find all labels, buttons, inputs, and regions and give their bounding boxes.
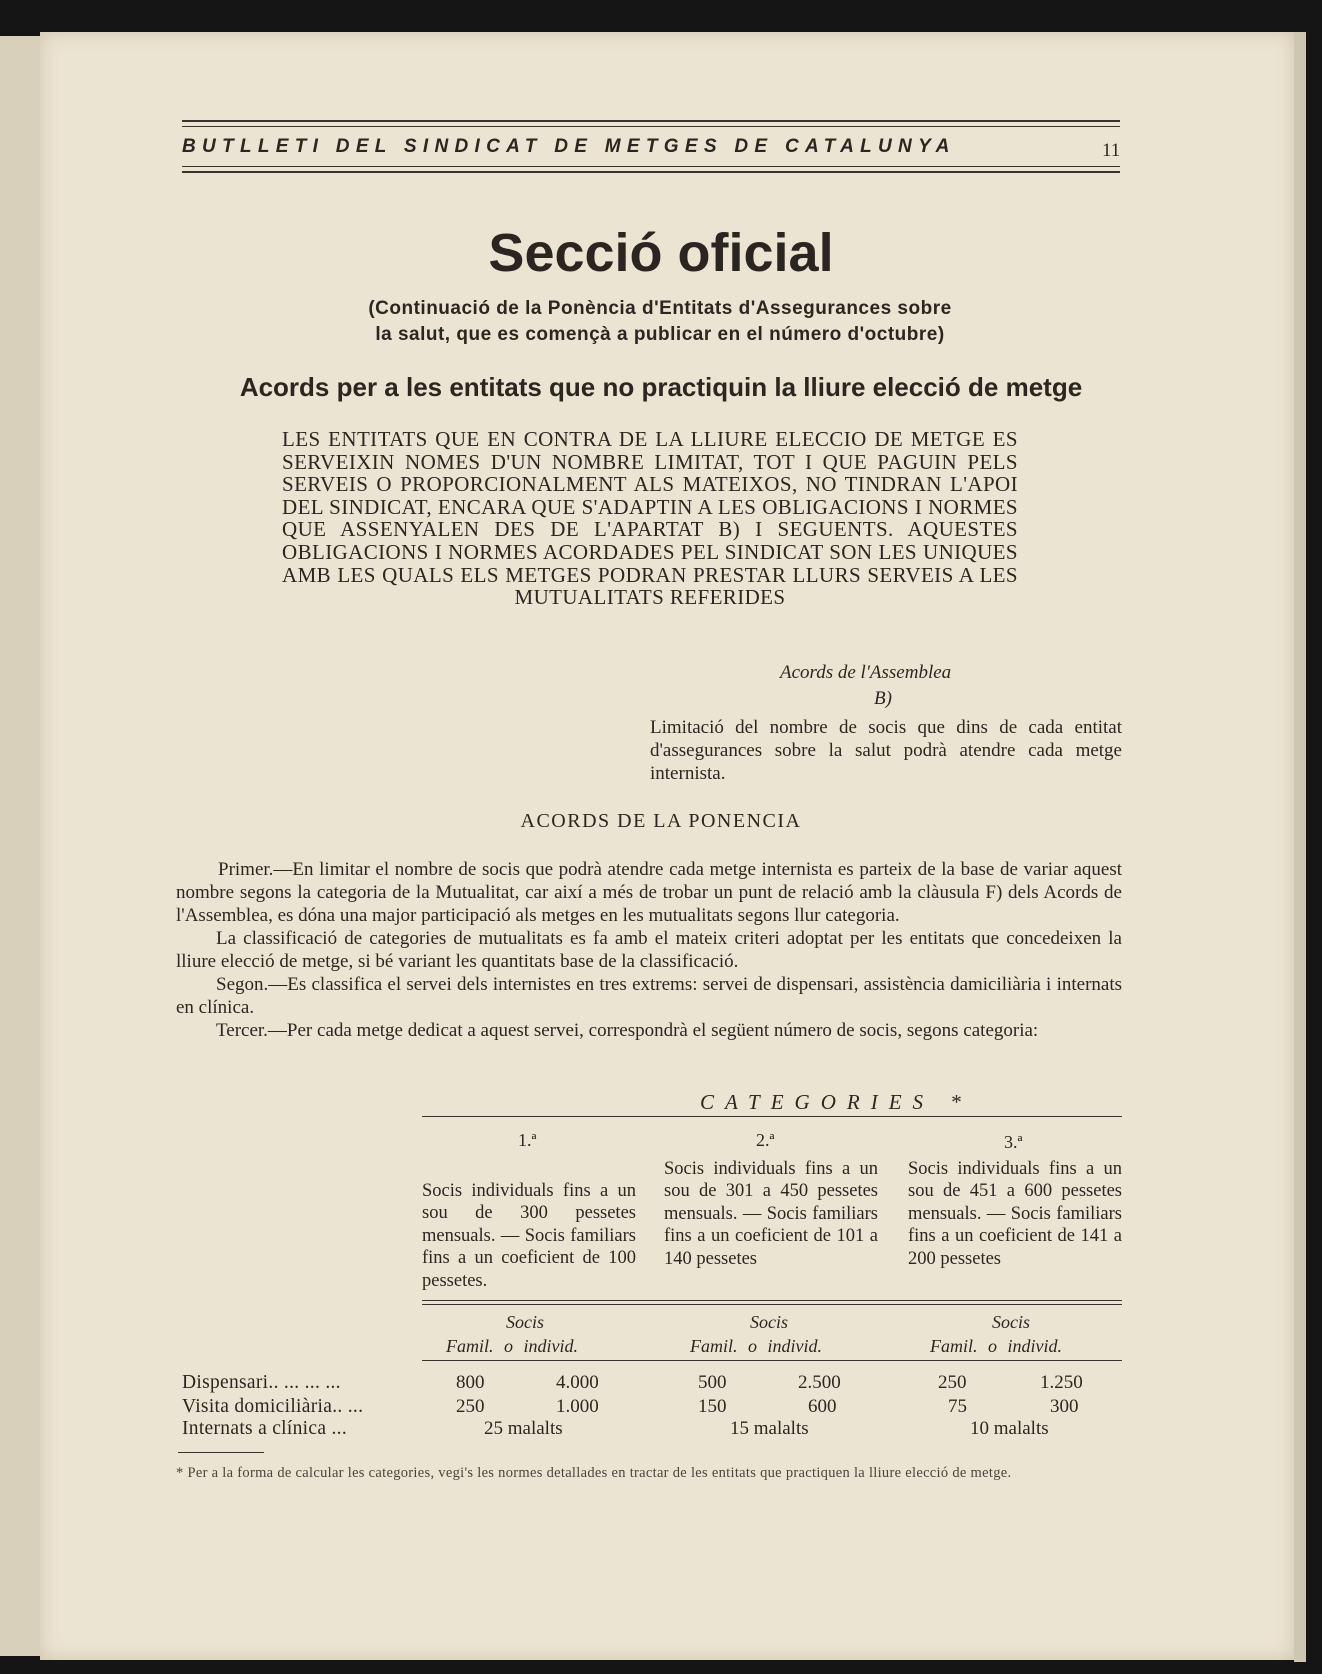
col-2-subheader	[690, 1336, 822, 1357]
cell-dispensari-cat1-famil: 800	[456, 1372, 485, 1393]
paragraph-classificacio: La classificació de categories de mutualitats es fa amb el mateix criteri adoptat per les entitats que concedeixen la lliure elecció de metge, si bé variant les quantitats base de la classificació.	[176, 928, 1122, 972]
col-3-individ: individ.	[1007, 1336, 1062, 1356]
col-3-o: o	[988, 1336, 997, 1356]
category-3-number: 3.ª	[1004, 1132, 1023, 1152]
col-2-socis: Socis	[750, 1312, 788, 1332]
cell-internats-cat2: 15 malalts	[730, 1418, 809, 1439]
cell-internats-cat1: 25 malalts	[484, 1418, 563, 1439]
row-label-internats: Internats a clínica ...	[182, 1418, 347, 1439]
page-number: 11	[1102, 140, 1121, 161]
assembly-text: Limitació del nombre de socis que dins de cada entitat d'assegurances sobre la salut podrà atendre cada metge internista.	[650, 717, 1122, 784]
cell-visita-cat2-famil: 150	[698, 1396, 727, 1417]
header-rule-top	[182, 120, 1120, 122]
cell-visita-cat1-famil: 250	[456, 1396, 485, 1417]
paragraph-primer: Primer.—En limitar el nombre de socis que podrà atendre cada metge internista es parteix de la base de variar aquest nombre segons la categoria de la Mutualitat, car així a més de trobar un punt de relació amb la clàusula F) dels Acords de l'Assemblea, es dóna una major participació als metges en les mutualitats segons llur categoria.	[176, 859, 1122, 926]
footnote-rule	[178, 1452, 264, 1453]
category-2-number: 2.ª	[756, 1130, 775, 1150]
subtitle-line-2: la salut, que es començà a publicar en el número d'octubre)	[375, 324, 945, 345]
subtitle-line-1: (Continuació de la Ponència d'Entitats d'Assegurances sobre	[368, 298, 952, 319]
assembly-letter: B)	[874, 688, 892, 709]
section-title: Secció oficial	[488, 223, 834, 283]
row-label-visita: Visita domiciliària.. ...	[182, 1396, 364, 1417]
table-rule-top	[422, 1116, 1122, 1117]
cell-dispensari-cat3-individ: 1.250	[1040, 1372, 1083, 1393]
cell-internats-cat3: 10 malalts	[970, 1418, 1049, 1439]
col-1-famil: Famil.	[446, 1336, 494, 1356]
cell-visita-cat3-famil: 75	[948, 1396, 967, 1417]
header-rule-bottom-thin	[182, 166, 1120, 167]
category-3-description: Socis individuals fins a un sou de 451 a 600 pessetes mensuals. — Socis familiars fins a un coeficient de 141 a 200 pessetes	[908, 1159, 1122, 1269]
paragraph-segon: Segon.—Es classifica el servei dels internistes en tres extrems: servei de dispensari, assistència damiciliària i internats en clínica.	[176, 974, 1122, 1018]
body-text	[176, 858, 1122, 1042]
category-1-description: Socis individuals fins a un sou de 300 pessetes mensuals. — Socis familiars fins a un coeficient de 100 pessetes.	[422, 1181, 636, 1291]
table-rule-header-bottom	[422, 1360, 1122, 1361]
col-2-individ: individ.	[767, 1336, 822, 1356]
paragraph-tercer: Tercer.—Per cada metge dedicat a aquest servei, correspondrà el següent número de socis, segons categoria:	[216, 1020, 1039, 1041]
cell-dispensari-cat3-famil: 250	[938, 1372, 967, 1393]
row-label-dispensari: Dispensari.. ... ... ...	[182, 1372, 341, 1393]
header-rule-top-thin	[182, 126, 1120, 127]
cell-dispensari-cat1-individ: 4.000	[556, 1372, 599, 1393]
agreements-heading: Acords per a les entitats que no practiquin la lliure elecció de metge	[239, 372, 1083, 402]
col-3-famil: Famil.	[930, 1336, 978, 1356]
cell-dispensari-cat2-famil: 500	[698, 1372, 727, 1393]
col-1-individ: individ.	[523, 1336, 578, 1356]
running-title: BUTLLETI DEL SINDICAT DE METGES DE CATALUNYA	[182, 136, 956, 157]
cell-dispensari-cat2-individ: 2.500	[798, 1372, 841, 1393]
caps-paragraph: LES ENTITATS QUE EN CONTRA DE LA LLIURE ELECCIO DE METGE ES SERVEIXIN NOMES D'UN NOMBRE LIMITAT, TOT I QUE PAGUIN PELS SERVEIS O PROPORCIONALMENT ALS MATEIXOS, NO TINDRAN L'APOI DEL SINDICAT, ENCARA QUE S'ADAPTIN A LES OBLIGACIONS I NORMES QUE ASSENYALEN DES DE L'APARTAT B) I SEGUENTS. AQUESTES OBLIGACIONS I NORMES ACORDADES PEL SINDICAT SON LES UNIQUES AMB LES QUALS ELS METGES PODRAN PRESTAR LLURS SERVEIS A LES MUTUALITATS REFERIDES	[282, 427, 1018, 610]
table-rule-mid	[422, 1300, 1122, 1301]
header-rule-bottom	[182, 171, 1120, 173]
col-1-socis: Socis	[506, 1312, 544, 1332]
category-1-number: 1.ª	[518, 1130, 537, 1150]
cell-visita-cat2-individ: 600	[808, 1396, 837, 1417]
category-2-description: Socis individuals fins a un sou de 301 a 450 pessetes mensuals. — Socis familiars fins a un coeficient de 101 a 140 pessetes	[664, 1159, 878, 1269]
col-2-o: o	[748, 1336, 757, 1356]
table-caption: CATEGORIES *	[700, 1090, 972, 1114]
col-2-famil: Famil.	[690, 1336, 738, 1356]
col-1-subheader	[446, 1336, 578, 1357]
cell-visita-cat1-individ: 1.000	[556, 1396, 599, 1417]
assembly-label: Acords de l'Assemblea	[780, 662, 952, 683]
col-3-subheader	[930, 1336, 1062, 1357]
cell-visita-cat3-individ: 300	[1050, 1396, 1079, 1417]
footnote: * Per a la forma de calcular les categories, vegi's les normes detallades en tractar de les entitats que practiquen la lliure elecció de metge.	[176, 1465, 1012, 1481]
table-rule-mid-2	[422, 1304, 1122, 1305]
col-1-o: o	[504, 1336, 513, 1356]
section-subtitle	[320, 296, 1000, 348]
col-3-socis: Socis	[992, 1312, 1030, 1332]
ponencia-heading: ACORDS DE LA PONENCIA	[520, 810, 802, 832]
